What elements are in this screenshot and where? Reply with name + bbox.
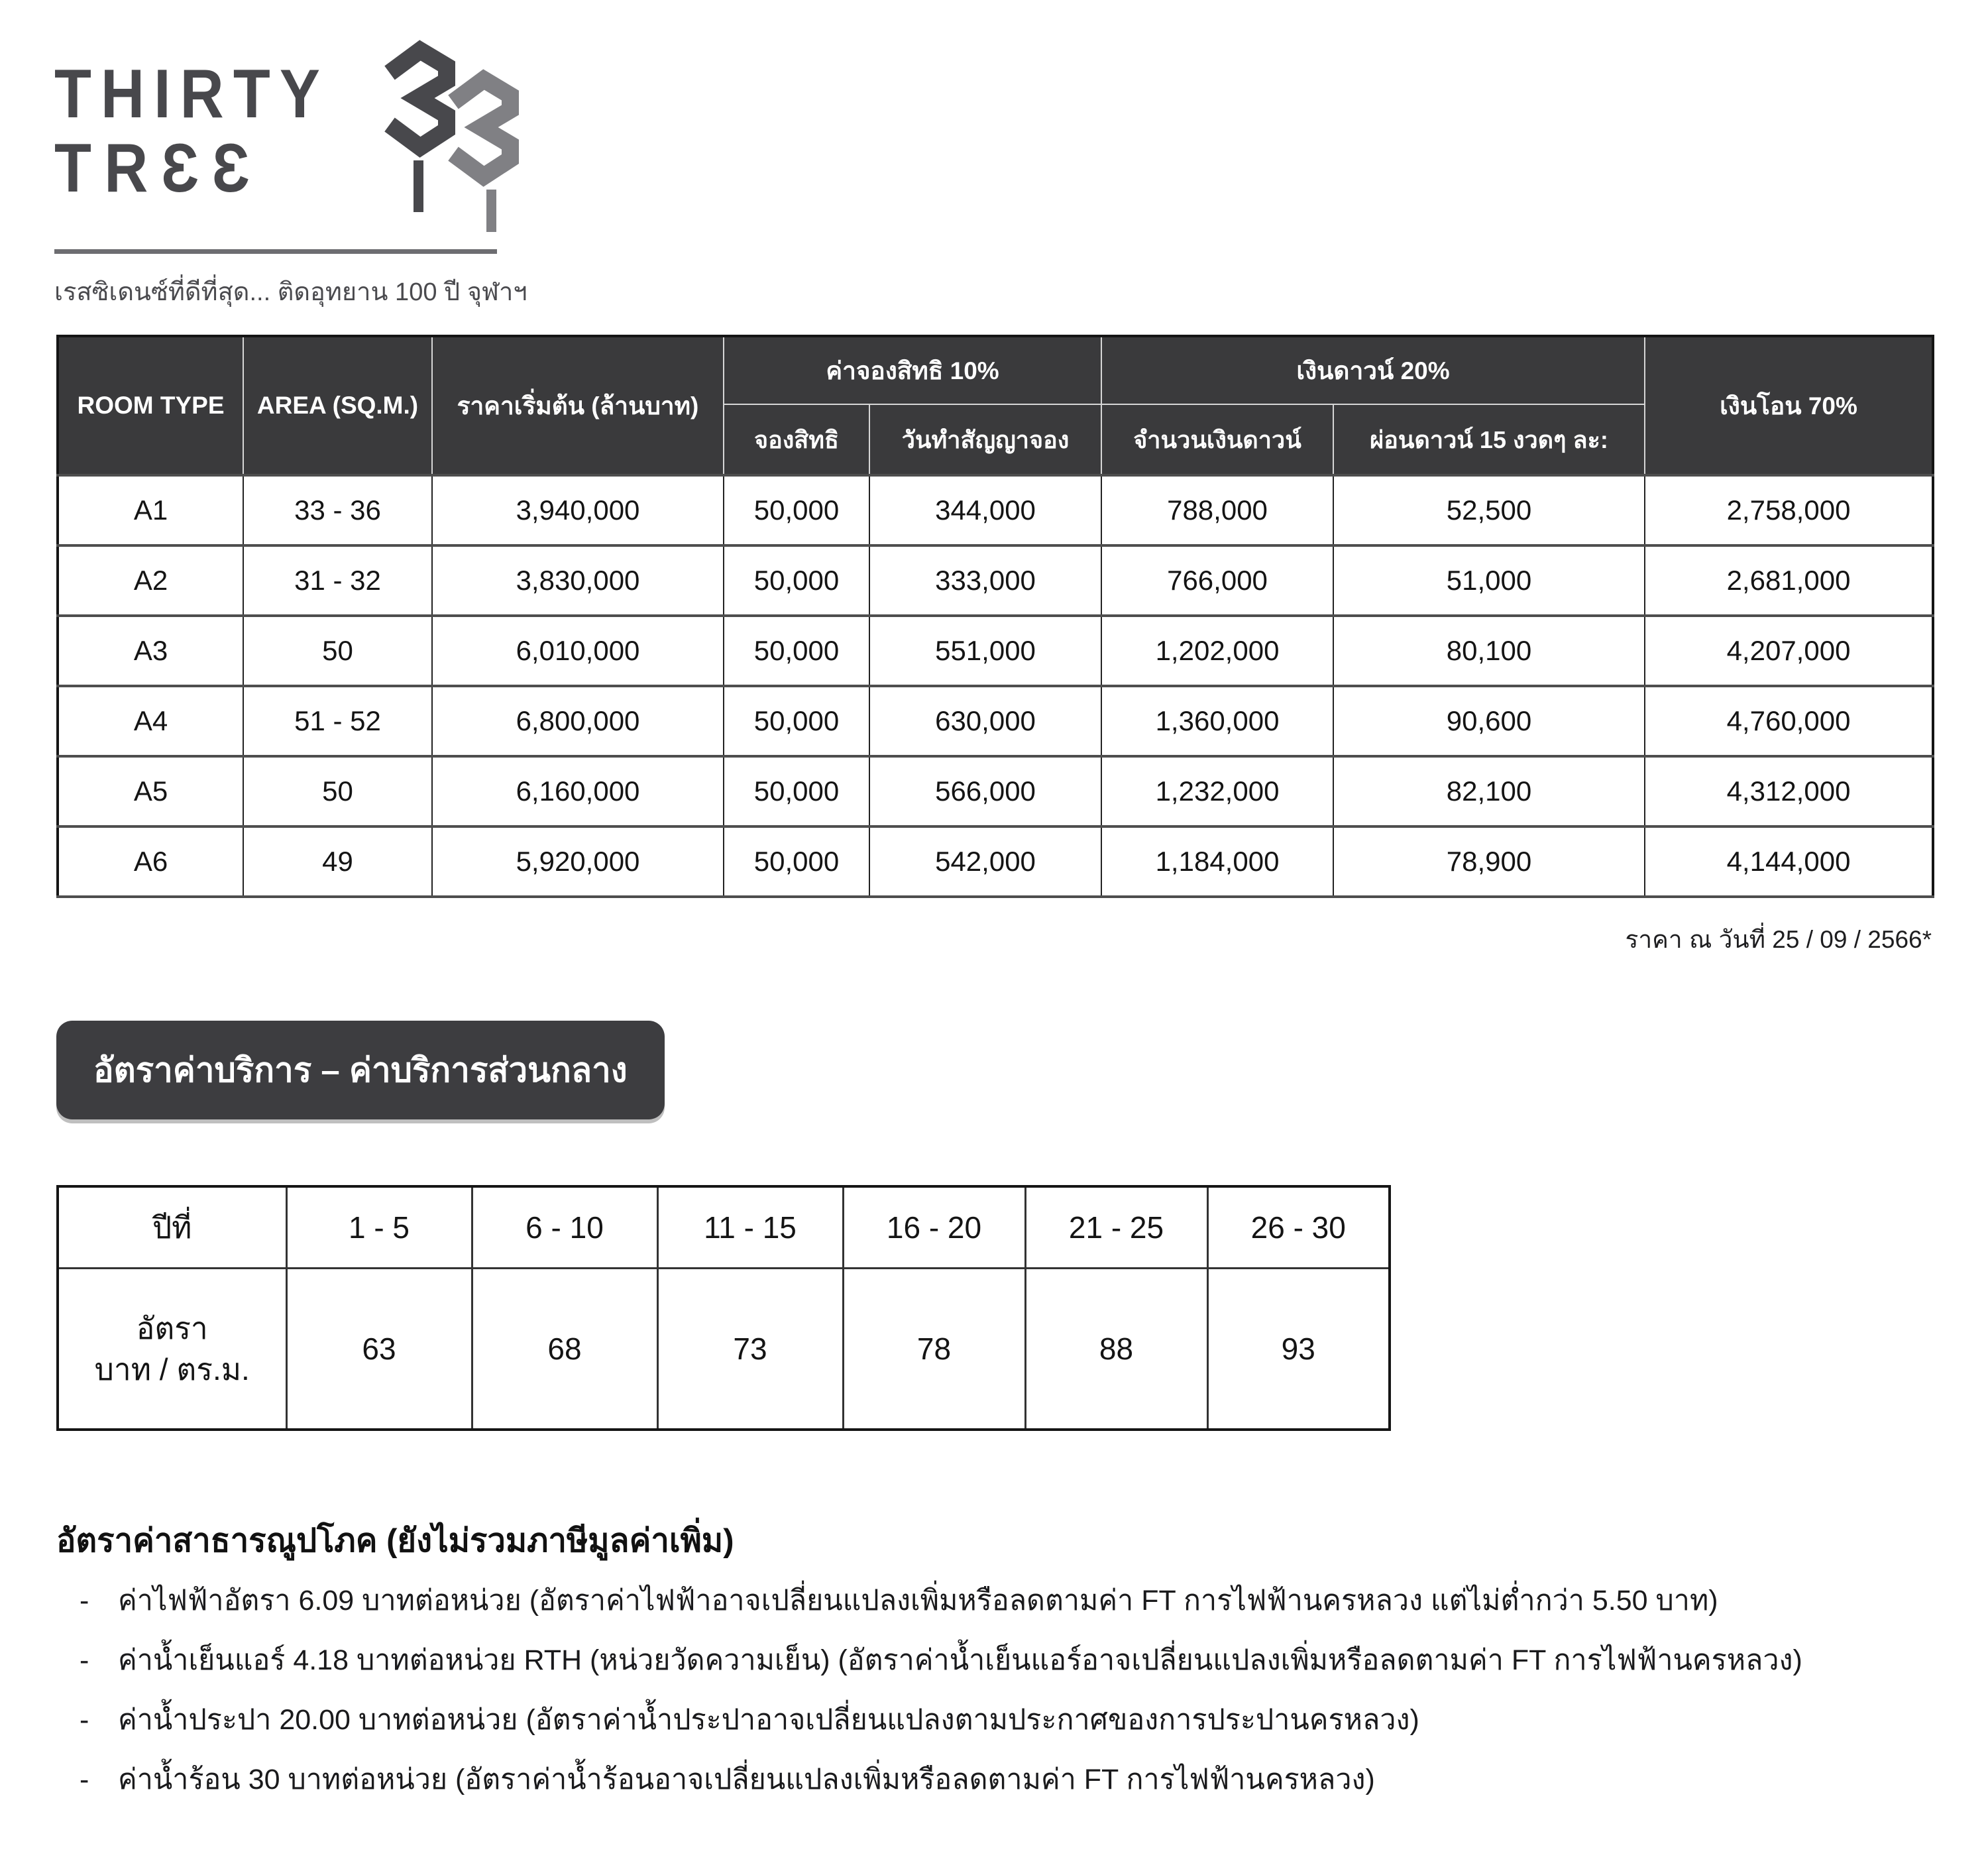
cell-down-installment: 52,500 [1333,475,1645,545]
brand-wordmark [54,32,329,207]
brand-line1: THIRTY [54,56,329,133]
brand-logo [54,32,558,312]
brand-tagline: เรสซิเดนซ์ที่ดีที่สุด... ติดอุทยาน 100 ปี จุฬาฯ [54,278,527,306]
cell-booking: 50,000 [724,545,869,616]
cell-down-installment: 51,000 [1333,545,1645,616]
year-range: 6 - 10 [472,1186,657,1269]
cell-transfer: 4,312,000 [1645,756,1933,826]
table-row [58,686,1933,756]
cell-booking: 50,000 [724,826,869,897]
cell-area: 49 [243,826,432,897]
utilities-heading: อัตราค่าสาธารณูปโภค (ยังไม่รวมภาษีมูลค่าเพิ่ม) [56,1523,734,1559]
list-item [80,1642,1948,1679]
cell-down-installment: 90,600 [1333,686,1645,756]
cell-transfer: 4,144,000 [1645,826,1933,897]
col-header-down-installment: ผ่อนดาวน์ 15 งวดๆ ละ: [1333,404,1645,475]
year-range: 21 - 25 [1025,1186,1207,1269]
col-header-start-price: ราคาเริ่มต้น (ล้านบาท) [432,336,724,475]
rate-row [58,1269,1390,1430]
cell-down-amount: 788,000 [1101,475,1333,545]
cell-down-amount: 1,360,000 [1101,686,1333,756]
cell-transfer: 2,758,000 [1645,475,1933,545]
year-range: 1 - 5 [286,1186,472,1269]
table-row [58,756,1933,826]
cell-down-amount: 1,232,000 [1101,756,1333,826]
cell-room-type: A4 [58,686,243,756]
cell-start-price: 3,830,000 [432,545,724,616]
cell-area: 50 [243,616,432,686]
rate-value: 88 [1025,1269,1207,1430]
utilities-list [80,1583,1948,1821]
cell-booking: 50,000 [724,686,869,756]
rate-header-line2: บาท / ตร.ม. [94,1352,250,1387]
bullet-dash: - [80,1585,89,1617]
cell-transfer: 4,207,000 [1645,616,1933,686]
utility-item-text: ค่าน้ำเย็นแอร์ 4.18 บาทต่อหน่วย RTH (หน่วยวัดความเย็น) (อัตราค่าน้ำเย็นแอร์อาจเปลี่ยนแปลงเพิ่มหรือลดตามค่า FT การไฟฟ้านครหลวง) [118,1644,1802,1676]
cell-room-type: A6 [58,826,243,897]
brand-line2: TRƐƐ [54,130,263,207]
cell-start-price: 6,160,000 [432,756,724,826]
list-item [80,1702,1948,1739]
bullet-dash: - [80,1703,89,1736]
service-fee-badge: อัตราค่าบริการ – ค่าบริการส่วนกลาง [56,1021,665,1119]
logo-divider [54,249,497,254]
col-header-area: AREA (SQ.M.) [243,336,432,475]
cell-down-installment: 78,900 [1333,826,1645,897]
cell-start-price: 3,940,000 [432,475,724,545]
cell-area: 33 - 36 [243,475,432,545]
cell-area: 50 [243,756,432,826]
cell-down-installment: 80,100 [1333,616,1645,686]
cell-contract: 566,000 [869,756,1101,826]
cell-start-price: 6,010,000 [432,616,724,686]
col-header-booking-group: ค่าจองสิทธิ 10% [724,336,1101,404]
rate-value: 73 [657,1269,843,1430]
cell-down-amount: 766,000 [1101,545,1333,616]
price-table [56,335,1934,898]
table-row [58,826,1933,897]
cell-down-installment: 82,100 [1333,756,1645,826]
cell-booking: 50,000 [724,756,869,826]
cell-transfer: 2,681,000 [1645,545,1933,616]
year-range-row [58,1186,1390,1269]
table-row [58,616,1933,686]
table-row [58,545,1933,616]
list-item [80,1583,1948,1620]
rate-value: 93 [1207,1269,1390,1430]
list-item [80,1762,1948,1799]
utility-item-text: ค่าน้ำร้อน 30 บาทต่อหน่วย (อัตราค่าน้ำร้อนอาจเปลี่ยนแปลงเพิ่มหรือลดตามค่า FT การไฟฟ้านครหลวง) [118,1763,1375,1795]
col-header-contract: วันทำสัญญาจอง [869,404,1101,475]
cell-room-type: A2 [58,545,243,616]
cell-room-type: A1 [58,475,243,545]
cell-start-price: 5,920,000 [432,826,724,897]
year-header: ปีที่ [58,1186,286,1269]
utility-item-text: ค่าน้ำประปา 20.00 บาทต่อหน่วย (อัตราค่าน้ำประปาอาจเปลี่ยนแปลงตามประกาศของการประปานครหลวง) [118,1703,1419,1736]
col-header-down-amount: จำนวนเงินดาวน์ [1101,404,1333,475]
year-range: 26 - 30 [1207,1186,1390,1269]
cell-down-amount: 1,202,000 [1101,616,1333,686]
cell-contract: 344,000 [869,475,1101,545]
table-row [58,475,1933,545]
cell-booking: 50,000 [724,475,869,545]
cell-contract: 542,000 [869,826,1101,897]
cell-area: 51 - 52 [243,686,432,756]
cell-room-type: A3 [58,616,243,686]
col-header-room-type: ROOM TYPE [58,336,243,475]
cell-contract: 630,000 [869,686,1101,756]
cell-area: 31 - 32 [243,545,432,616]
cell-booking: 50,000 [724,616,869,686]
cell-contract: 551,000 [869,616,1101,686]
year-range: 11 - 15 [657,1186,843,1269]
rate-value: 68 [472,1269,657,1430]
price-date-note: ราคา ณ วันที่ 25 / 09 / 2566* [1625,926,1932,953]
rate-header-line1: อัตรา [136,1310,208,1345]
cell-down-amount: 1,184,000 [1101,826,1333,897]
cell-contract: 333,000 [869,545,1101,616]
cell-room-type: A5 [58,756,243,826]
logo-33-tree-icon [379,36,531,232]
rate-value: 63 [286,1269,472,1430]
col-header-transfer: เงินโอน 70% [1645,336,1933,475]
bullet-dash: - [80,1644,89,1676]
service-rate-table [56,1185,1391,1431]
cell-transfer: 4,760,000 [1645,686,1933,756]
year-range: 16 - 20 [843,1186,1025,1269]
rate-header [58,1269,286,1430]
bullet-dash: - [80,1763,89,1795]
col-header-booking: จองสิทธิ [724,404,869,475]
rate-value: 78 [843,1269,1025,1430]
cell-start-price: 6,800,000 [432,686,724,756]
col-header-down-group: เงินดาวน์ 20% [1101,336,1645,404]
utility-item-text: ค่าไฟฟ้าอัตรา 6.09 บาทต่อหน่วย (อัตราค่าไฟฟ้าอาจเปลี่ยนแปลงเพิ่มหรือลดตามค่า FT การไฟฟ้านครหลวง แต่ไม่ต่ำกว่า 5.50 บาท) [118,1585,1718,1617]
